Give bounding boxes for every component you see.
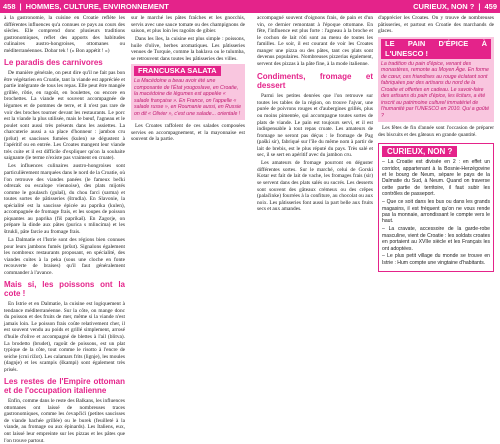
left-page-header [0, 0, 250, 13]
paragraph: Parmi les petites denrées que l'on retrouve sur toutes les tables de la région, on trouve l'ajvar, une purée de poivrons rouges et d'aubergines grillés, plus ou moins pimentée, qui accompagne toutes sortes de plats de viande. Le pain est toujours servi, et il est indispensable à tout repas croate. Les amateurs de fromage ne seront pas déçus : le fromage de Pag (paški sir), fabriqué sur l'île du même nom à partir de lait de brebis, est le plus réputé du pays. Très salé et sec, il se sert en apéritif avec du jambon cru. [257, 93, 373, 159]
heading-poissons: Mais si, les poissons ont la cote ! [4, 280, 125, 299]
paragraph: Les influences culinaires austro-hongroises sont particulièrement marquées dans le nord de la Croatie, où l'on retrouve des viandes panées (le fameux bečki odrezak ou escalope viennoise), des plats mijotés comme le goulasch (gulaš), du chou farci (sarma) et toutes sortes de pâtisseries (štrudla). En Slavonie, la spécialité est la saucisse épicée au paprika (kulen), accompagnée de fromage frais, et les soupes de poisson piquantes au paprika (fiš paprikaš). En Zagorje, on prépare la dinde aux pâtes (purica s mlincima) et les štrukli, pâte farcie au fromage frais. [4, 163, 125, 235]
column-1 [4, 15, 125, 444]
paragraph: En Istrie et en Dalmatie, la cuisine est logiquement à tendance méditerranéenne. Sur la côte, on mange donc du poisson et des fruits de mer, même si la viande n'est jamais loin. Le poisson frais coûte relativement cher, il est souvent vendu au poids et grillé simplement, arrosé d'huile d'olive et accompagné de blettes à l'ail (blitva). La brodetto (brudet), ragoût de poissons, est un plat typique de la côte, tout comme le risotto à l'encre de seiche (crni rižot). Les calamars frits (lignje), les moules (dagnje) et les scampis (škampi) sont également très prisés. [4, 301, 125, 373]
paragraph: sur le marché les pâtes fraîches et les gnocchis, servis avec une sauce tomate ou des champignons de saison, et plus loin les ragoûts de gibier. [131, 15, 245, 35]
right-page-number: 459 [484, 2, 497, 11]
francuska-salata-box [131, 64, 245, 120]
header-separator: | [478, 2, 481, 11]
intro-paragraph: à la gastronomie, la cuisine en Croatie reflète les différentes influences qu'a connues ce pays au cours des siècles. Elle comprend donc plusieurs traditions gastronomiques, reflet des apports des habitudes culinaires austro-hongroises, ottomanes ou méditerranéennes. Dobar tek ! (« Bon appétit ! ») [4, 15, 125, 54]
box-title: FRANCUSKA SALATA [134, 66, 221, 76]
paragraph: Les Croates raffolent de ces salades composées servies en accompagnement, et la mayonnaise est souvent de la partie. [131, 123, 245, 143]
heading-condiments: Condiments, fromage et dessert [257, 72, 373, 91]
paragraph: d'apprécier les Croates. On y trouve de nombreuses pâtisseries, et partout en Croatie des marchands de glaces. [378, 15, 494, 35]
column-2 [131, 15, 245, 405]
paragraph: accompagné souvent d'oignons frais, de pain et d'un vin, ce dernier remontant à l'époque ottomane. En fête, l'influence est plus forte : l'agneau à la broche et le cochon de lait rôti sont au menu de toutes les familles. Le soir, il est courant de voir les Croates manger une pizza ou des pâtes, tant ces plats sont devenus populaires. Nombreuses pizzerias également, servent des pizzas à la pâte fine, à la mode italienne. [257, 15, 373, 67]
curieux-item: – Le plus petit village du monde se trouve en Istrie : Hum compte une vingtaine d'habitants. [382, 253, 490, 266]
right-page-header [250, 0, 500, 13]
paragraph: Enfin, comme dans le reste des Balkans, les influences ottomanes ont laissé de nombreuses traces gastronomiques, comme les ćevapčići (petites saucisses de viande hachée grillée) ou le burek (feuilleté à la viande, au fromage ou aux épinards). Les Italiens, eux, ont laissé leur empreinte sur les pizzas et les pâtes que l'on trouve partout. [4, 398, 125, 444]
pain-epice-box [378, 37, 494, 123]
left-running-title: HOMMES, CULTURE, ENVIRONNEMENT [25, 2, 169, 11]
paragraph: Les fêtes de fin d'année sont l'occasion de préparer des biscuits et des gâteaux en grande quantité. [378, 125, 494, 138]
heading-carnivores: Le paradis des carnivores [4, 58, 103, 68]
curieux-item: – La cravate, accessoire de la garde-robe masculine, vient de Croatie : les soldats croates en portaient au XVIIe siècle et les Français les ont adoptées. [382, 226, 490, 252]
header-separator: | [19, 2, 22, 11]
column-3 [257, 15, 373, 405]
left-page-number: 458 [3, 2, 16, 11]
paragraph: De manière générale, on peut dire qu'il ne fait pas bon être végétarien en Croatie, tant la viande est appréciée et partie intégrante de tous les repas. Elle peut être mangée grillée, rôtie, en ragoût, en boulettes, ou encore en brochettes. La viande est souvent accompagnée de légumes et de pommes de terre, et il n'est pas rare de voir des broches tourner devant les restaurants. Le porc est la viande la plus utilisée, mais le bœuf, l'agneau et le poulet sont aussi très présents dans les assiettes. La charcuterie aussi a sa place d'honneur : jambon cru (pršut) et saucisses fumées (kulen) se dégustent à l'apéritif ou en entrée. Les Croates mangent leur viande très cuite et il est difficile d'expliquer qu'on la souhaite saignante (le terme n'existe pas vraiment en croate). [4, 70, 125, 162]
curieux-item: – Que ce soit dans les bus ou dans les grands magasins, il est fréquent qu'on ne vous rende pas la monnaie, arrondissant le compte vers le haut. [382, 199, 490, 225]
column-4 [378, 15, 494, 405]
paragraph: La Dalmatie et l'Istrie sont des régions bien connues pour leurs jambons fumés (pršut). Signalons également les nombreux restaurants proposant, en spécialité, des viandes cuites à la peka (sous une cloche en fonte recouverte de braises) qu'il faut généralement commander à l'avance. [4, 236, 125, 276]
curieux-title: CURIEUX, NON ? [382, 146, 457, 157]
curieux-item: – La Croatie est divisée en 2 : en effet un corridor, appartenant à la Bosnie-Herzégovine et le bourg de Neum, sépare le pays de la Dalmatie du Sud, à Neum. Quand on traverse cette partie de territoire, il faut subir les contrôles de passeport. [382, 159, 490, 198]
paragraph: Les amateurs de fromage pourront en déguster différentes sortes. Sur le marché, celui de Gorski Kotar est fait de lait de vache, les fromages frais (sir) se servent dans des plats salés ou sucrés. Les desserts sont souvent des gâteaux crémeux ou des crêpes (palačinke) fourrées à la confiture, au chocolat ou aux noix. Les pâtisseries font aussi la part belle aux fruits secs et aux amandes. [257, 160, 373, 213]
box-title: LE PAIN D'ÉPICE À L'UNESCO ! [381, 39, 491, 59]
box-text: La tradition du pain d'épice, venant des monastères, remonte au Moyen Âge. En forme de cœur, ces friandises au rouge éclatant sont fabriquées par des artisans du nord de la Croatie et offertes en cadeau. Le savoir-faire des artisans du pain d'épice, les licitars, a été inscrit au patrimoine culturel immatériel de l'humanité par l'UNESCO en 2010. Qui a goûté ? [381, 60, 490, 119]
right-running-title: CURIEUX, NON ? [413, 2, 475, 11]
heading-empire-ottoman: Les restes de l'Empire ottoman et de l'occupation italienne [4, 377, 125, 396]
box-text: La Macédoine a beau avoir été une composante de l'État yougoslave, en Croatie, la macédoine de légumes est appelée « salade française ». En France, on l'appelle « salade russe », en Roumanie aussi, en Russie on dit « Olivier », c'est une salade... orientale ! [134, 78, 241, 117]
curieux-non-box [378, 143, 494, 272]
paragraph: Dans les îles, la cuisine est plus simple : poissons, huile d'olive, herbes aromatiques. Les pâtisseries venues de Turquie, comme la baklava ou le tulumba, se retrouvent dans toutes les pâtisseries des villes. [131, 36, 245, 62]
